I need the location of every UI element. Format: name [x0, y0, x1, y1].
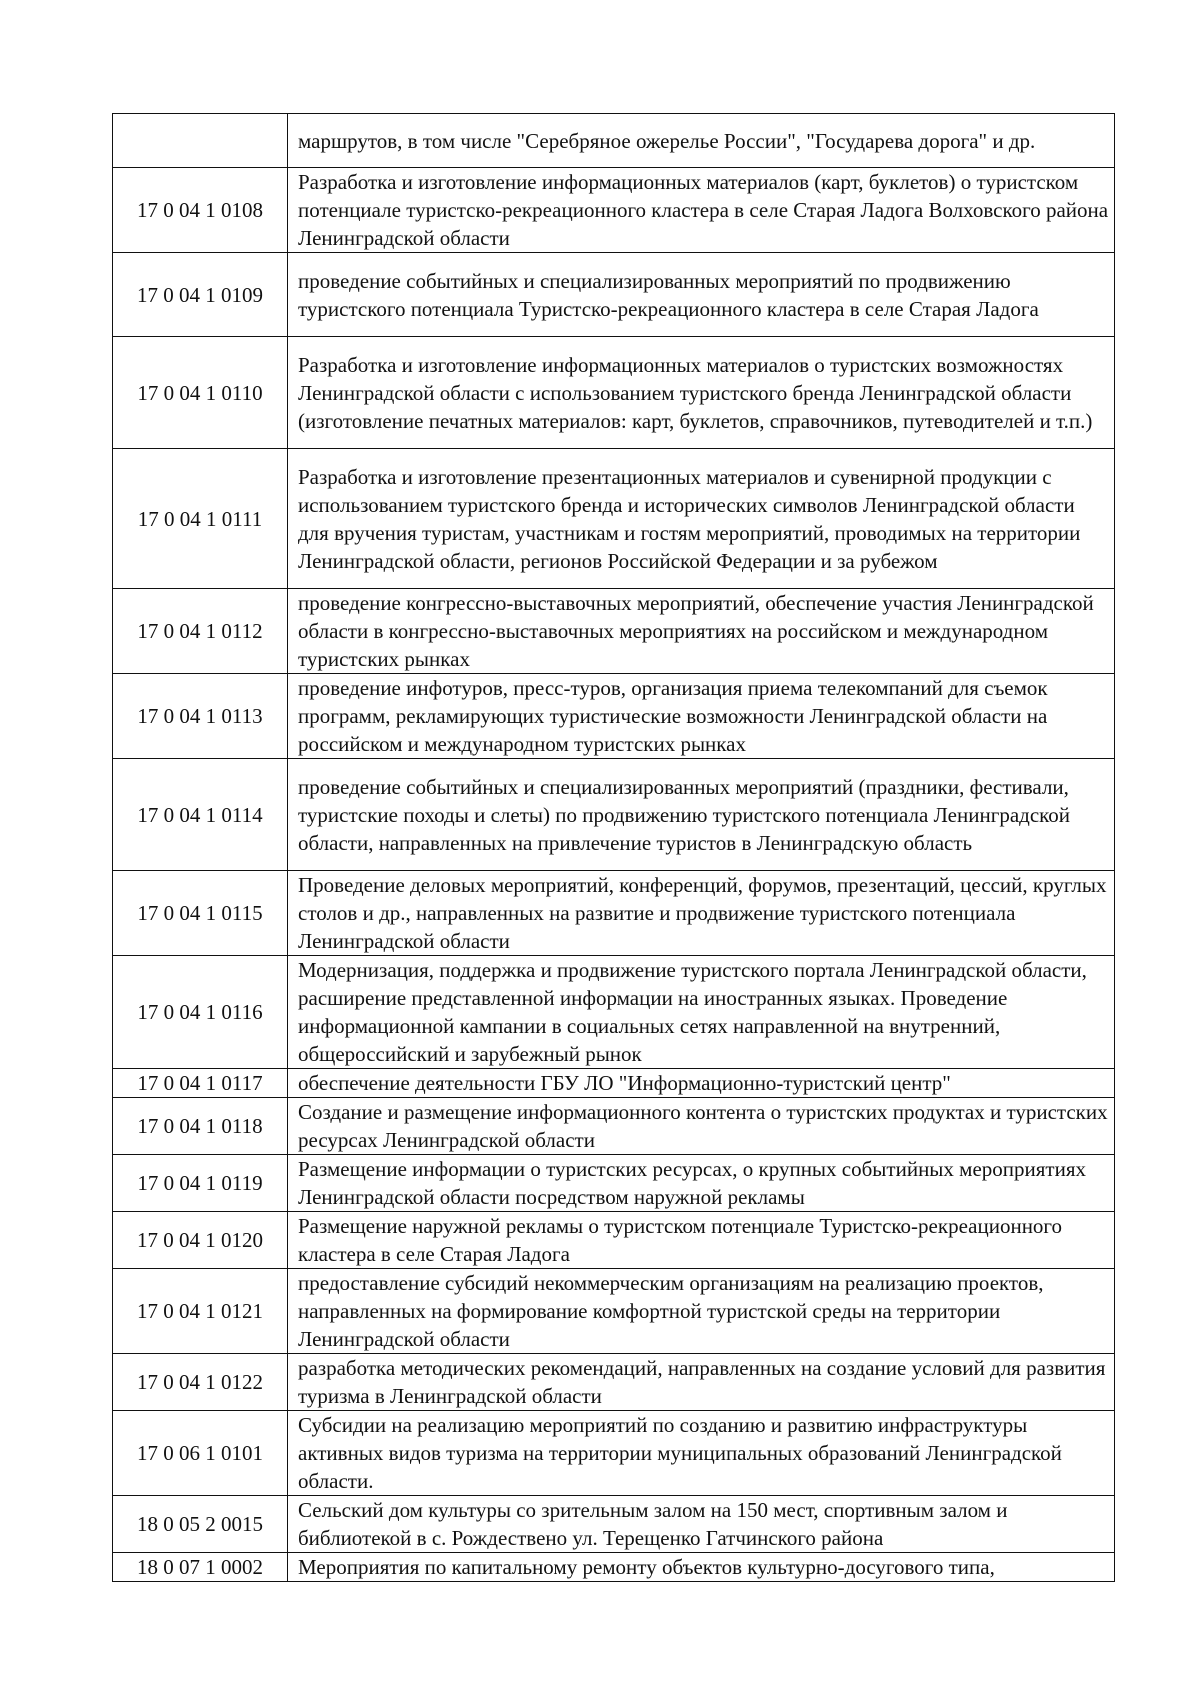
table-row — [113, 956, 1115, 1069]
description-cell: предоставление субсидий некоммерческим организациям на реализацию проектов, направленных на формирование комфортной туристской среды на территории Ленинградской области — [288, 1269, 1115, 1354]
description-cell: проведение событийных и специализированных мероприятий по продвижению туристского потенциала Туристско-рекреационного кластера в селе Старая Ладога — [288, 253, 1115, 337]
description-cell: Создание и размещение информационного контента о туристских продуктах и туристских ресурсах Ленинградской области — [288, 1098, 1115, 1155]
description-cell: Проведение деловых мероприятий, конференций, форумов, презентаций, цессий, круглых столов и др., направленных на развитие и продвижение туристского потенциала Ленинградской области — [288, 871, 1115, 956]
description-cell: Модернизация, поддержка и продвижение туристского портала Ленинградской области, расширение представленной информации на иностранных языках. Проведение информационной кампании в социальных сетях направленной на внутренний, общероссийский и зарубежный рынок — [288, 956, 1115, 1069]
code-cell: 17 0 04 1 0121 — [113, 1269, 288, 1354]
budget-code-table — [112, 113, 1115, 1582]
code-cell: 17 0 06 1 0101 — [113, 1411, 288, 1496]
code-cell: 17 0 04 1 0111 — [113, 449, 288, 589]
table-row — [113, 1098, 1115, 1155]
table-row — [113, 1069, 1115, 1098]
table-row — [113, 1269, 1115, 1354]
description-cell: Разработка и изготовление информационных материалов (карт, буклетов) о туристском потенциале туристско-рекреационного кластера в селе Старая Ладога Волховского района Ленинградской области — [288, 168, 1115, 253]
document-page — [112, 113, 1114, 1582]
description-cell: Субсидии на реализацию мероприятий по созданию и развитию инфраструктуры активных видов туризма на территории муниципальных образований Ленинградской области. — [288, 1411, 1115, 1496]
code-cell: 17 0 04 1 0113 — [113, 674, 288, 759]
table-row — [113, 589, 1115, 674]
code-cell: 17 0 04 1 0122 — [113, 1354, 288, 1411]
table-row — [113, 168, 1115, 253]
code-cell: 17 0 04 1 0118 — [113, 1098, 288, 1155]
table-row — [113, 1411, 1115, 1496]
description-cell: Мероприятия по капитальному ремонту объектов культурно-досугового типа, — [288, 1553, 1115, 1582]
table-row — [113, 871, 1115, 956]
table-row — [113, 1354, 1115, 1411]
code-cell: 17 0 04 1 0119 — [113, 1155, 288, 1212]
table-row — [113, 253, 1115, 337]
code-cell: 17 0 04 1 0108 — [113, 168, 288, 253]
description-cell: маршрутов, в том числе "Серебряное ожерелье России", "Государева дорога" и др. — [288, 114, 1115, 168]
description-cell: Размещение наружной рекламы о туристском потенциале Туристско-рекреационного кластера в селе Старая Ладога — [288, 1212, 1115, 1269]
table-row — [113, 759, 1115, 871]
table-row — [113, 1155, 1115, 1212]
description-cell: Разработка и изготовление презентационных материалов и сувенирной продукции с использованием туристского бренда и исторических символов Ленинградской области для вручения туристам, участникам и гостям мероприятий, проводимых на территории Ленинградской области, регионов Российской Федерации и за рубежом — [288, 449, 1115, 589]
description-cell: проведение событийных и специализированных мероприятий (праздники, фестивали, туристские походы и слеты) по продвижению туристского потенциала Ленинградской области, направленных на привлечение туристов в Ленинградскую область — [288, 759, 1115, 871]
description-cell: проведение инфотуров, пресс-туров, организация приема телекомпаний для съемок программ, рекламирующих туристические возможности Ленинградской области на российском и международном туристских рынках — [288, 674, 1115, 759]
table-row — [113, 1553, 1115, 1582]
table-row — [113, 674, 1115, 759]
code-cell: 17 0 04 1 0110 — [113, 337, 288, 449]
code-cell: 17 0 04 1 0117 — [113, 1069, 288, 1098]
description-cell: проведение конгрессно-выставочных мероприятий, обеспечение участия Ленинградской области в конгрессно-выставочных мероприятиях на российском и международном туристских рынках — [288, 589, 1115, 674]
code-cell: 17 0 04 1 0115 — [113, 871, 288, 956]
table-row — [113, 337, 1115, 449]
description-cell: обеспечение деятельности ГБУ ЛО "Информационно-туристский центр" — [288, 1069, 1115, 1098]
table-row — [113, 1212, 1115, 1269]
code-cell: 18 0 05 2 0015 — [113, 1496, 288, 1553]
table-row — [113, 1496, 1115, 1553]
code-cell: 18 0 07 1 0002 — [113, 1553, 288, 1582]
description-cell: Сельский дом культуры со зрительным залом на 150 мест, спортивным залом и библиотекой в с. Рождествено ул. Терещенко Гатчинского района — [288, 1496, 1115, 1553]
code-cell: 17 0 04 1 0112 — [113, 589, 288, 674]
description-cell: Разработка и изготовление информационных материалов о туристских возможностях Ленинградской области с использованием туристского бренда Ленинградской области (изготовление печатных материалов: карт, буклетов, справочников, путеводителей и т.п.) — [288, 337, 1115, 449]
code-cell: 17 0 04 1 0114 — [113, 759, 288, 871]
code-cell: 17 0 04 1 0116 — [113, 956, 288, 1069]
code-cell: 17 0 04 1 0120 — [113, 1212, 288, 1269]
table-row — [113, 449, 1115, 589]
code-cell: 17 0 04 1 0109 — [113, 253, 288, 337]
description-cell: разработка методических рекомендаций, направленных на создание условий для развития туризма в Ленинградской области — [288, 1354, 1115, 1411]
code-cell — [113, 114, 288, 168]
description-cell: Размещение информации о туристских ресурсах, о крупных событийных мероприятиях Ленинградской области посредством наружной рекламы — [288, 1155, 1115, 1212]
table-row — [113, 114, 1115, 168]
